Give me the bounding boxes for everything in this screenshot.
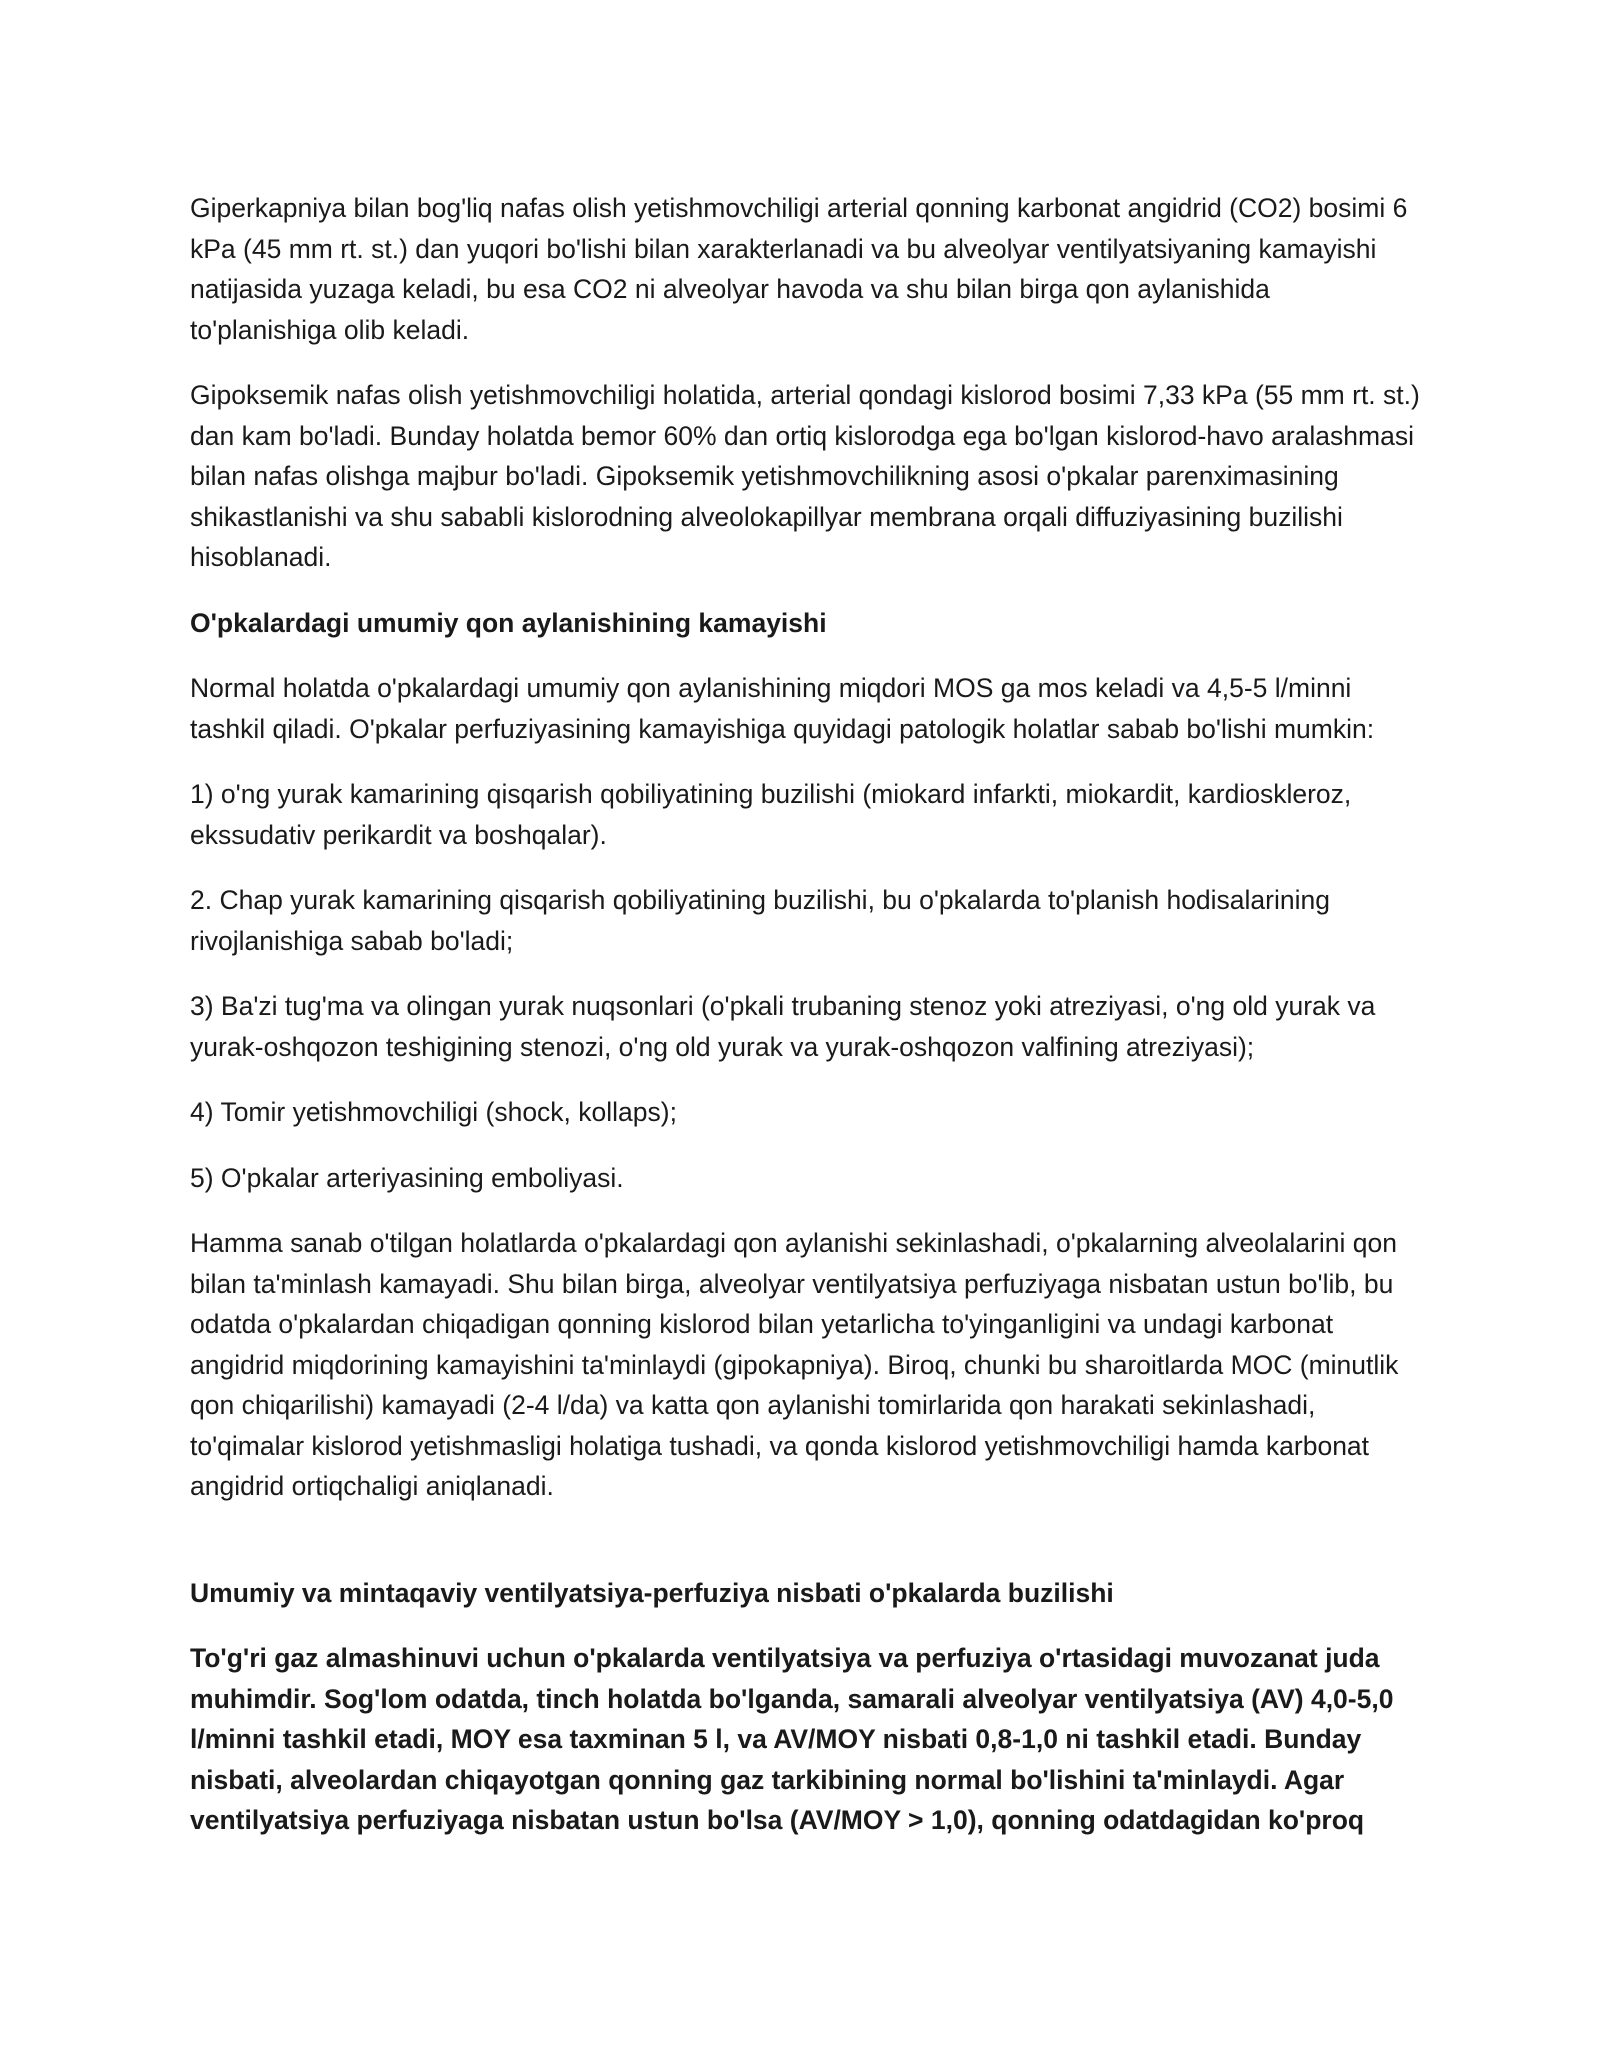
paragraph-normal-blood-flow: Normal holatda o'pkalardagi umumiy qon aylanishining miqdori MOS ga mos keladi va 4,5-5 l/minni tashkil qiladi. O'pkalar perfuziyasining kamayishiga quyidagi patologik holatlar sabab bo'lishi mumkin:	[190, 673, 1375, 744]
paragraph-hypoxemia: Gipoksemik nafas olish yetishmovchiligi holatida, arterial qondagi kislorod bosimi 7,33 kPa (55 mm rt. st.) dan kam bo'ladi. Bunday holatda bemor 60% dan ortiq kislorodga ega bo'lgan kislorod-havo aralashmasi bilan nafas olishga majbur bo'ladi. Gipoksemik yetishmovchilikning asosi o'pkalar parenximasining shikastlanishi va shu sababli kislorodning alveolokapillyar membrana orqali diffuziyasining buzilishi hisoblanadi.	[190, 380, 1420, 572]
list-item-5: 5) O'pkalar arteriyasining emboliyasi.	[190, 1162, 624, 1193]
list-item-2: 2. Chap yurak kamarining qisqarish qobiliyatining buzilishi, bu o'pkalarda to'planish hodisalarining rivojlanishiga sabab bo'ladi;	[190, 885, 1330, 956]
list-item-4: 4) Tomir yetishmovchiligi (shock, kollaps);	[190, 1097, 677, 1127]
paragraph-ventilation-perfusion-balance: To'g'ri gaz almashinuvi uchun o'pkalarda ventilyatsiya va perfuziya o'rtasidagi muvozanat juda muhimdir. Sog'lom odatda, tinch holatda bo'lganda, samarali alveolyar ventilyatsiya (AV) 4,0-5,0 l/minni tashkil etadi, MOY esa taxminan 5 l, va AV/MOY nisbati 0,8-1,0 ni tashkil etadi. Bunday nisbati, alveolardan chiqayotgan qonning gaz tarkibining normal bo'lishini ta'minlaydi. Agar ventilyatsiya perfuziyaga nisbatan ustun bo'lsa (AV/MOY > 1,0), qonning odatdagidan ko'proq	[190, 1643, 1394, 1835]
section-heading-blood-flow: O'pkalardagi umumiy qon aylanishining kamayishi	[190, 607, 827, 638]
list-item-1: 1) o'ng yurak kamarining qisqarish qobiliyatining buzilishi (miokard infarkti, miokardit, kardioskleroz, ekssudativ perikardit va boshqalar).	[190, 779, 1352, 850]
paragraph-hypercapnia: Giperkapniya bilan bog'liq nafas olish yetishmovchiligi arterial qonning karbonat angidrid (CO2) bosimi 6 kPa (45 mm rt. st.) dan yuqori bo'lishi bilan xarakterlanadi va bu alveolyar ventilyatsiyaning kamayishi natijasida yuzaga keladi, bu esa CO2 ni alveolyar havoda va shu bilan birga qon aylanishida to'planishiga olib keladi.	[190, 193, 1408, 345]
list-item-3: 3) Ba'zi tug'ma va olingan yurak nuqsonlari (o'pkali trubaning stenoz yoki atreziyasi, o'ng old yurak va yurak-oshqozon teshigining stenozi, o'ng old yurak va yurak-oshqozon valfining atreziyasi);	[190, 991, 1376, 1062]
paragraph-consequences: Hamma sanab o'tilgan holatlarda o'pkalardagi qon aylanishi sekinlashadi, o'pkalarning alveolalarini qon bilan ta'minlash kamayadi. Shu bilan birga, alveolyar ventilyatsiya perfuziyaga nisbatan ustun bo'lib, bu odatda o'pkalardan chiqadigan qonning kislorod bilan yetarlicha to'yinganligini va undagi karbonat angidrid miqdorining kamayishini ta'minlaydi (gipokapniya). Biroq, chunki bu sharoitlarda MOC (minutlik qon chiqarilishi) kamayadi (2-4 l/da) va katta qon aylanishi tomirlarida qon harakati sekinlashadi, to'qimalar kislorod yetishmasligi holatiga tushadi, va qonda kislorod yetishmovchiligi hamda karbonat angidrid ortiqchaligi aniqlanadi.	[190, 1228, 1399, 1501]
section-heading-ventilation-perfusion: Umumiy va mintaqaviy ventilyatsiya-perfuziya nisbati o'pkalarda buzilishi	[190, 1577, 1114, 1608]
document-page	[190, 188, 1420, 1866]
